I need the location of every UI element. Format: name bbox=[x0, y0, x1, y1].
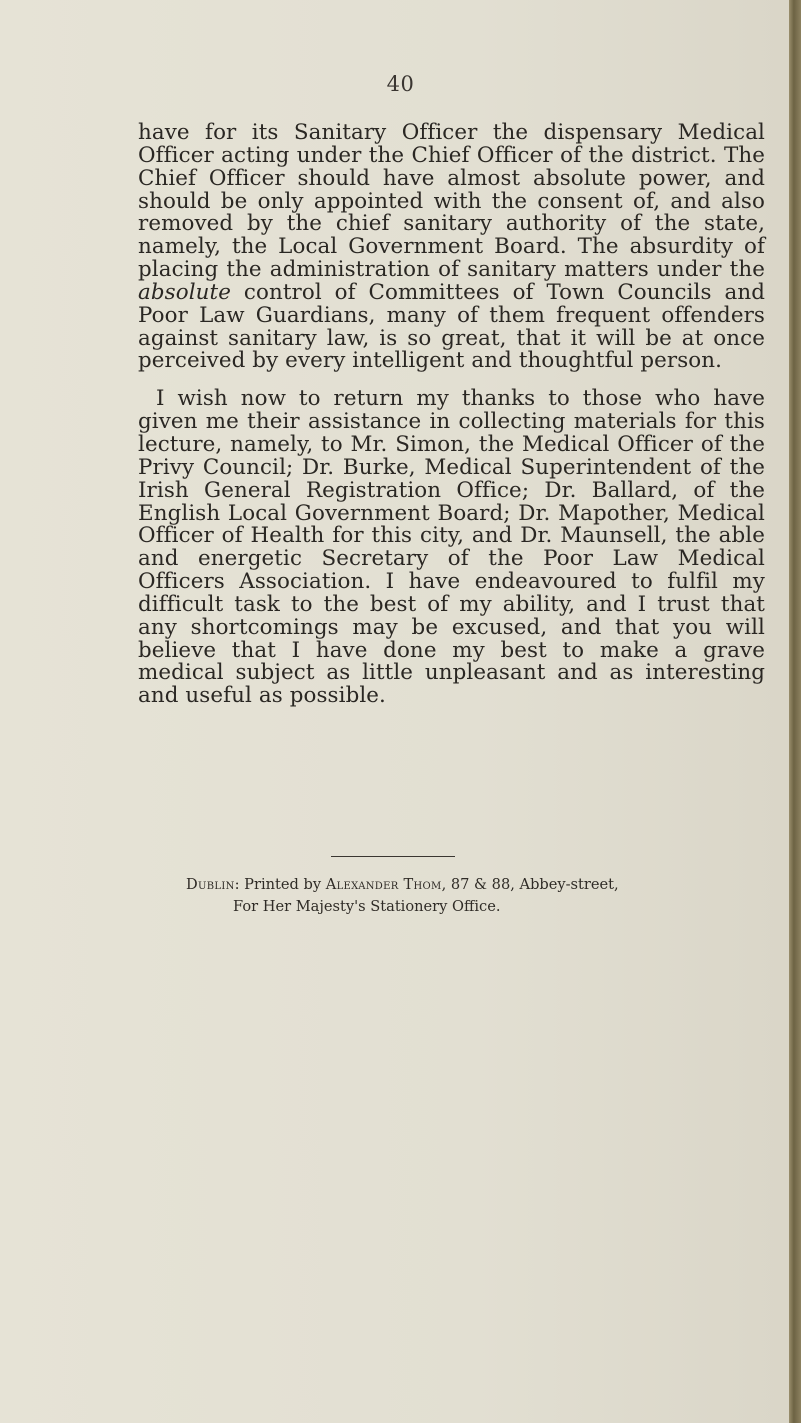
imprint-address: , 87 & 88, Abbey-street, bbox=[441, 876, 619, 893]
paragraph-1-part-b: control of Committees of Town Councils and Poor Law Guardians, many of them frequent offenders against sanitary law, is so great, that it will be at once perceived by every intelligent and thoughtful person. bbox=[138, 279, 765, 374]
imprint-line-1 bbox=[186, 874, 746, 896]
paragraph-1 bbox=[138, 122, 765, 373]
body-text bbox=[138, 122, 765, 708]
imprint-printed-by: : Printed by bbox=[234, 876, 326, 893]
imprint-rule bbox=[331, 856, 455, 857]
page-number: 40 bbox=[386, 72, 415, 96]
page-edge bbox=[789, 0, 801, 1423]
imprint-printer: Alexander Thom bbox=[325, 876, 442, 893]
imprint-city: Dublin bbox=[186, 876, 235, 893]
paragraph-1-part-a: have for its Sanitary Officer the dispensary Medical Officer acting under the Chief Officer of the district. The Chief Officer should have almost absolute power, and should be only appointed with the consent of, and also removed by the chief sanitary authority of the state, namely, the Local Government Board. The absurdity of placing the administration of sanitary matters under the bbox=[138, 120, 765, 283]
imprint-line-2: For Her Majesty's Stationery Office. bbox=[233, 898, 501, 915]
printer-imprint bbox=[186, 874, 746, 918]
paragraph-2: I wish now to return my thanks to those who have given me their assistance in collecting materials for this lecture, namely, to Mr. Simon, the Medical Officer of the Privy Council; Dr. Burke, Medical Superintendent of the Irish General Registration Office; Dr. Ballard, of the English Local Government Board; Dr. Mapother, Medical Officer of Health for this city, and Dr. Maunsell, the able and energetic Secretary of the Poor Law Medical Officers Association. I have endeavoured to fulfil my difficult task to the best of my ability, and I trust that any shortcomings may be excused, and that you will believe that I have done my best to make a grave medical subject as little unpleasant and as interesting and useful as possible. bbox=[138, 386, 765, 709]
paragraph-1-italic: absolute bbox=[138, 279, 231, 305]
